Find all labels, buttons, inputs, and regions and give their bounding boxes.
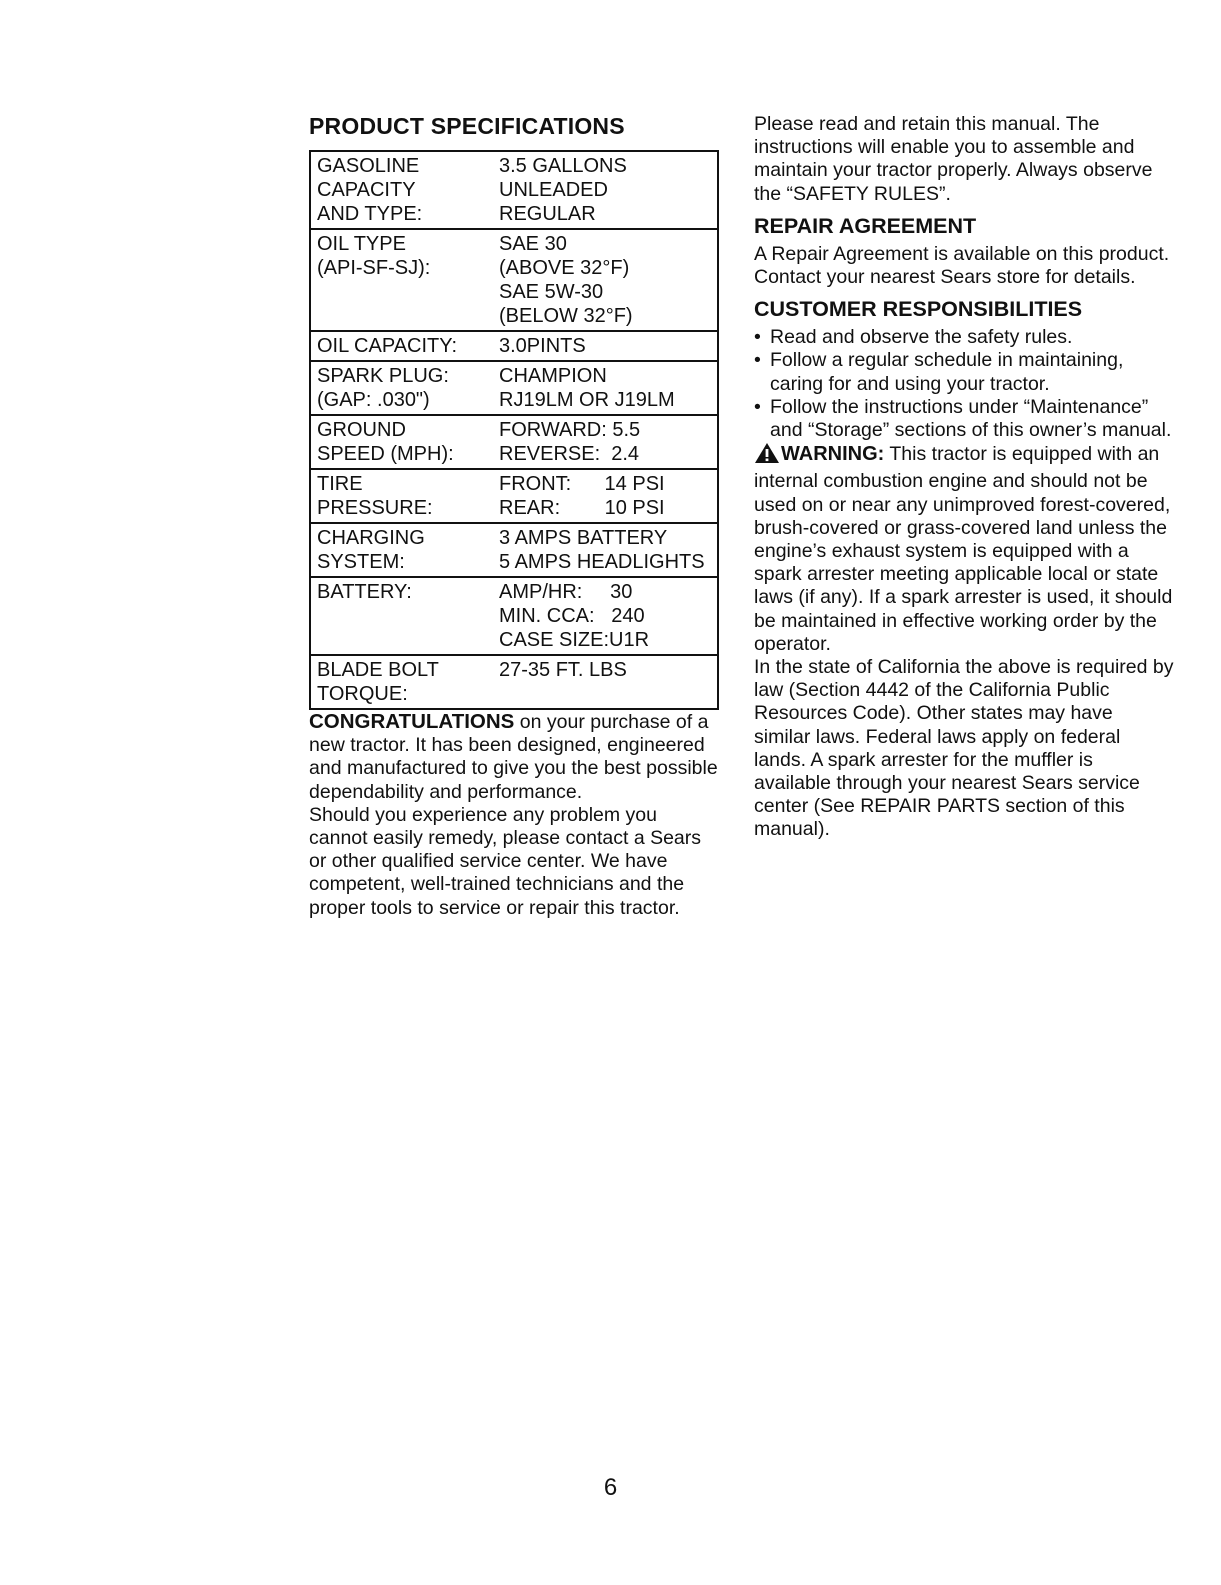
spec-label-line: TORQUE: [317, 683, 408, 705]
table-row [310, 331, 718, 361]
spec-value [493, 577, 718, 655]
spec-value-line: 3.0PINTS [499, 335, 586, 357]
spec-value [493, 361, 718, 415]
table-row [310, 415, 718, 469]
page-number: 6 [603, 1474, 618, 1501]
spec-label-line: PRESSURE: [317, 497, 433, 519]
spec-label-line: GASOLINE [317, 155, 420, 177]
intro-paragraph: Please read and retain this manual. The instructions will enable you to assemble and maintain your tractor properly. Always observe the “SAFETY RULES”. [754, 113, 1153, 205]
spec-label-line: GROUND [317, 419, 406, 441]
left-column [309, 113, 719, 920]
spec-label-line: CAPACITY [317, 179, 416, 201]
customer-list [754, 326, 1174, 442]
spec-value [493, 469, 718, 523]
spec-value [493, 229, 718, 331]
customer-heading: CUSTOMER RESPONSIBILITIES [754, 297, 1083, 322]
table-row [310, 469, 718, 523]
spec-label [310, 577, 493, 655]
table-row [310, 577, 718, 655]
spec-value [493, 523, 718, 577]
table-row [310, 523, 718, 577]
service-paragraph: Should you experience any problem you cannot easily remedy, please contact a Sears or other qualified service center. We have competent, well-trained technicians and the proper tools to service or repair this tractor. [309, 803, 702, 919]
warning-text: This tractor is equipped with an internal combustion engine and should not be used on or near any unimproved forest-covered, brush-covered or grass-covered land unless the engine’s exhaust system is equipped with a spark arrester meeting applicable local or state laws (if any). If a spark arrester is used, it should be maintained in effective working order by the operator. [754, 443, 1173, 655]
table-row [310, 229, 718, 331]
spec-label-line: OIL TYPE [317, 233, 406, 255]
table-row [310, 655, 718, 709]
warning-paragraph [754, 442, 1174, 656]
spec-label-line: SYSTEM: [317, 551, 405, 573]
spec-label-line: BATTERY: [317, 581, 412, 603]
spec-label-line: AND TYPE: [317, 203, 423, 225]
spec-value-line: REAR: 10 PSI [499, 497, 665, 519]
california-paragraph: In the state of California the above is required by law (Section 4442 of the California Public Resources Code). Other states may have similar laws. Federal laws apply on federal lands. A spark arrester for the muffler is available through your nearest Sears service center (See REPAIR PARTS section of this manual). [754, 656, 1174, 841]
congrats-paragraph [309, 710, 719, 804]
spec-value-line: REGULAR [499, 203, 596, 225]
spec-value-line: RJ19LM OR J19LM [499, 389, 675, 411]
congrats-lead: CONGRATULATIONS [309, 710, 515, 733]
spec-label-line: OIL CAPACITY: [317, 335, 458, 357]
warning-label: WARNING: [781, 443, 885, 466]
table-row [310, 361, 718, 415]
spec-value-line: CASE SIZE:U1R [499, 629, 650, 651]
spec-value-line: 3.5 GALLONS [499, 155, 627, 177]
spec-label [310, 655, 493, 709]
right-column [754, 113, 1174, 842]
spec-value [493, 151, 718, 229]
spec-label [310, 415, 493, 469]
list-item: • Follow a regular schedule in maintaining, caring for and using your tractor. [754, 349, 1174, 395]
spec-value-line: REVERSE: 2.4 [499, 443, 640, 465]
spec-value [493, 331, 718, 361]
warning-triangle-icon [754, 442, 780, 470]
spec-value-line: (BELOW 32°F) [499, 305, 633, 327]
spec-value [493, 415, 718, 469]
repair-heading: REPAIR AGREEMENT [754, 213, 977, 238]
spec-label [310, 523, 493, 577]
spec-value-line: AMP/HR: 30 [499, 581, 633, 603]
specs-table [309, 150, 719, 710]
spec-value [493, 655, 718, 709]
spec-label-line: BLADE BOLT [317, 659, 439, 681]
spec-label-line: (GAP: .030") [317, 389, 430, 411]
table-row [310, 151, 718, 229]
specs-title: PRODUCT SPECIFICATIONS [309, 113, 625, 139]
spec-label [310, 361, 493, 415]
spec-label-line: SPARK PLUG: [317, 365, 449, 387]
spec-value-line: 27-35 FT. LBS [499, 659, 627, 681]
spec-value-line: 5 AMPS HEADLIGHTS [499, 551, 705, 573]
spec-label [310, 331, 493, 361]
spec-value-line: MIN. CCA: 240 [499, 605, 645, 627]
spec-value-line: UNLEADED [499, 179, 608, 201]
spec-label-line: (API-SF-SJ): [317, 257, 431, 279]
spec-value-line: (ABOVE 32°F) [499, 257, 630, 279]
spec-value-line: FRONT: 14 PSI [499, 473, 665, 495]
congrats-text: on your purchase of a new tractor. It has been designed, engineered and manufactured to give you the best possible dependability and performance. [309, 711, 718, 803]
spec-label-line: SPEED (MPH): [317, 443, 454, 465]
spec-label [310, 229, 493, 331]
spec-label [310, 469, 493, 523]
spec-label-line: TIRE [317, 473, 363, 495]
spec-label-line: CHARGING [317, 527, 425, 549]
spec-label [310, 151, 493, 229]
spec-value-line: 3 AMPS BATTERY [499, 527, 668, 549]
repair-text: A Repair Agreement is available on this product. Contact your nearest Sears store for details. [754, 242, 1170, 289]
spec-value-line: SAE 5W-30 [499, 281, 604, 303]
spec-value-line: FORWARD: 5.5 [499, 419, 641, 441]
list-item: • Read and observe the safety rules. [754, 326, 1174, 349]
list-item: • Follow the instructions under “Maintenance” and “Storage” sections of this owner’s manual. [754, 396, 1174, 442]
spec-value-line: CHAMPION [499, 365, 607, 387]
spec-value-line: SAE 30 [499, 233, 567, 255]
